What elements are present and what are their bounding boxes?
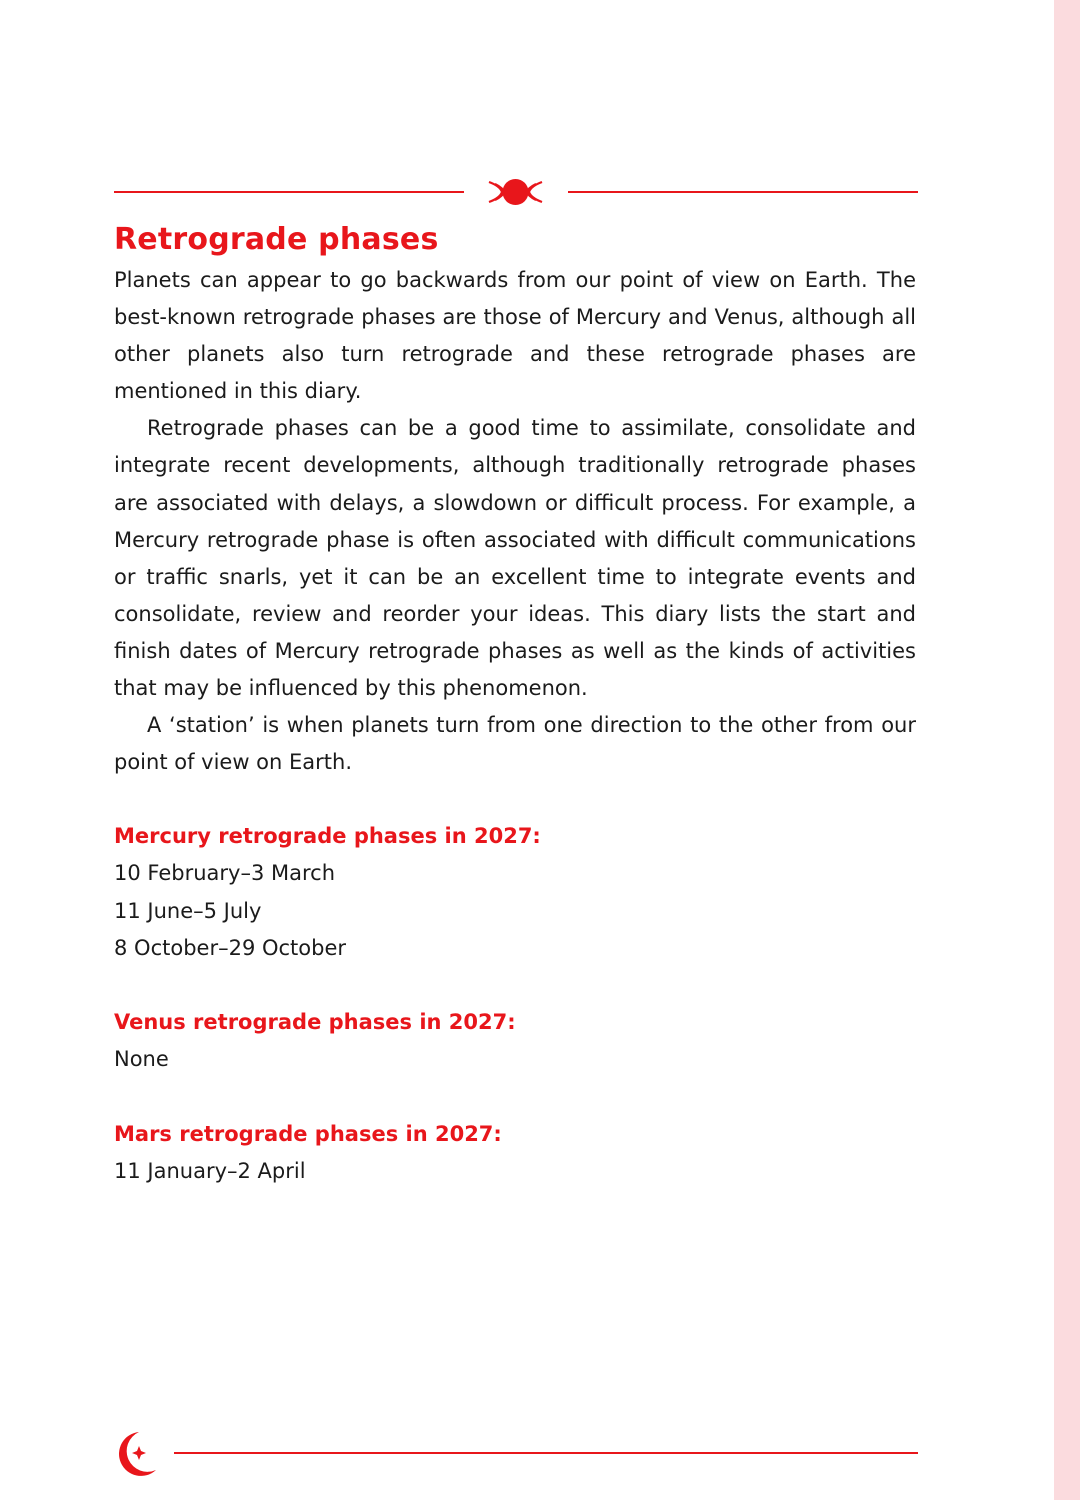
date-range-item: None bbox=[114, 1046, 169, 1071]
crescent-moon-star-icon bbox=[119, 1432, 156, 1476]
paragraph-intro: Planets can appear to go backwards from our point of view on Earth. The best-known retrograde phases are those of Mercury and Venus, although all other planets also turn retrograde and these retrograde phases are mentioned in this diary. bbox=[114, 268, 916, 404]
section-heading-mercury: Mercury retrograde phases in 2027: bbox=[114, 824, 541, 849]
paragraph-station-definition: A ‘station’ is when planets turn from one direction to the other from our point of view on Earth. bbox=[114, 713, 916, 775]
section-mercury bbox=[114, 818, 916, 966]
page-title: Retrograde phases bbox=[114, 222, 439, 257]
main-content bbox=[114, 218, 916, 1190]
sun-with-rays-icon bbox=[489, 179, 542, 205]
section-heading-venus: Venus retrograde phases in 2027: bbox=[114, 1009, 516, 1034]
header-ornament bbox=[114, 172, 918, 212]
date-range-item: 10 February–3 March bbox=[114, 861, 336, 886]
paragraph-retrograde-meaning: Retrograde phases can be a good time to assimilate, consolidate and integrate recent developments, although traditionally retrograde phases are associated with delays, a slowdown or difficult process. For example, a Mercury retrograde phase is often associated with difficult communications or traffic snarls, yet it can be an excellent time to integrate events and consolidate, review and reorder your ideas. This diary lists the start and finish dates of Mercury retrograde phases as well as the kinds of activities that may be influenced by this phenomenon. bbox=[114, 416, 916, 701]
footer bbox=[112, 1430, 918, 1478]
date-range-item: 11 January–2 April bbox=[114, 1158, 306, 1183]
date-range-item: 8 October–29 October bbox=[114, 935, 347, 960]
section-venus bbox=[114, 1004, 916, 1078]
section-heading-mars: Mars retrograde phases in 2027: bbox=[114, 1121, 502, 1146]
section-mars bbox=[114, 1116, 916, 1190]
page-edge-strip bbox=[1054, 0, 1080, 1500]
date-range-item: 11 June–5 July bbox=[114, 898, 262, 923]
